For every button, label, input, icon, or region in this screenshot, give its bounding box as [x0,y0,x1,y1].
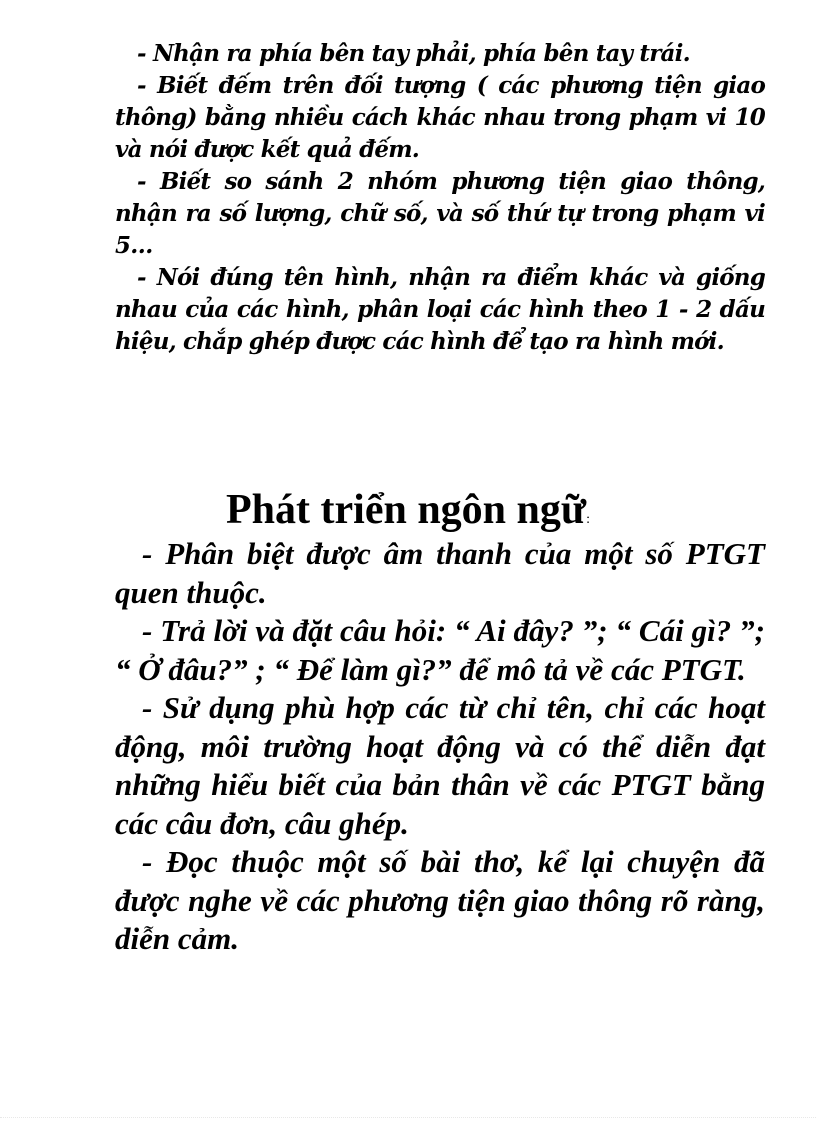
heading-colon: : [586,512,590,527]
language-objective-vocabulary: - Sử dụng phù hợp các từ chỉ tên, chỉ các hoạt động, môi trường hoạt động và có thể diễn đạt những hiểu biết của bản thân về các PTGT bằng các câu đơn, câu ghép. [115,690,765,841]
objective-shapes: - Nói đúng tên hình, nhận ra điểm khác và giống nhau của các hình, phân loại các hình theo 1 - 2 dấu hiệu, chắp ghép được các hình để tạo ra hình mới. [115,264,765,355]
language-objective-sounds: - Phân biệt được âm thanh của một số PTGT quen thuộc. [115,536,765,610]
math-objectives-list [115,38,765,358]
language-objectives-list [115,535,765,959]
objective-comparing-groups: - Biết so sánh 2 nhóm phương tiện giao thông, nhận ra số lượng, chữ số, và số thứ tự trong phạm vi 5… [115,168,765,259]
language-objective-poems: - Đọc thuộc một số bài thơ, kể lại chuyện đã được nghe về các phương tiện giao thông rõ ràng, diễn cảm. [115,844,765,956]
language-objective-questions: - Trả lời và đặt câu hỏi: “ Ai đây? ”; “ Cái gì? ”; “ Ở đâu?” ; “ Để làm gì?” để mô tả về các PTGT. [115,613,765,687]
heading-text: Phát triển ngôn ngữ [226,487,587,533]
objective-left-right: - Nhận ra phía bên tay phải, phía bên tay trái. [137,40,690,67]
objective-counting: - Biết đếm trên đối tượng ( các phương tiện giao thông) bằng nhiều cách khác nhau trong phạm vi 10 và nói được kết quả đếm. [115,72,765,163]
page-bottom-divider [0,1117,816,1118]
